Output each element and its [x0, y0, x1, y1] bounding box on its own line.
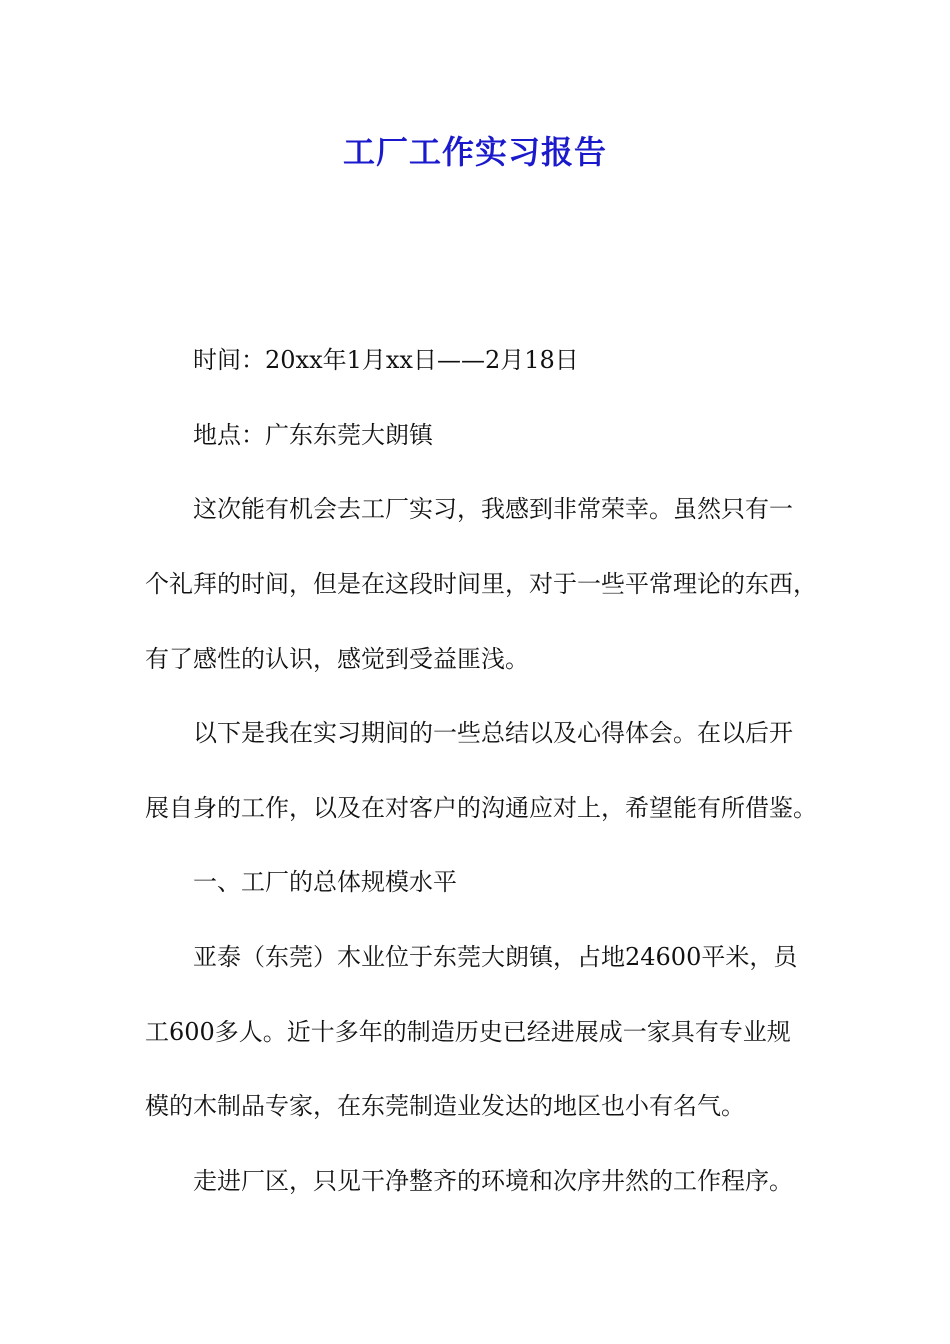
location-line: 地点：广东东莞大朗镇 — [193, 421, 433, 449]
section-heading: 一、工厂的总体规模水平 — [193, 868, 457, 896]
paragraph-line: 展自身的工作，以及在对客户的沟通应对上，希望能有所借鉴。 — [145, 794, 817, 822]
paragraph-line: 有了感性的认识，感觉到受益匪浅。 — [145, 645, 529, 673]
document-title: 工厂工作实习报告 — [342, 133, 607, 171]
paragraph-line: 亚泰（东莞）木业位于东莞大朗镇，占地24600平米，员 — [193, 943, 798, 971]
paragraph-line: 以下是我在实习期间的一些总结以及心得体会。在以后开 — [193, 719, 793, 747]
paragraph-line: 个礼拜的时间，但是在这段时间里，对于一些平常理论的东西， — [145, 570, 817, 598]
date-line: 时间：20xx年1月xx日——2月18日 — [193, 346, 579, 374]
paragraph-line: 走进厂区，只见干净整齐的环境和次序井然的工作程序。 — [193, 1167, 793, 1195]
paragraph-line: 模的木制品专家，在东莞制造业发达的地区也小有名气。 — [145, 1092, 745, 1120]
paragraph-line: 这次能有机会去工厂实习，我感到非常荣幸。虽然只有一 — [193, 495, 793, 523]
paragraph-line: 工600多人。近十多年的制造历史已经进展成一家具有专业规 — [145, 1018, 791, 1046]
